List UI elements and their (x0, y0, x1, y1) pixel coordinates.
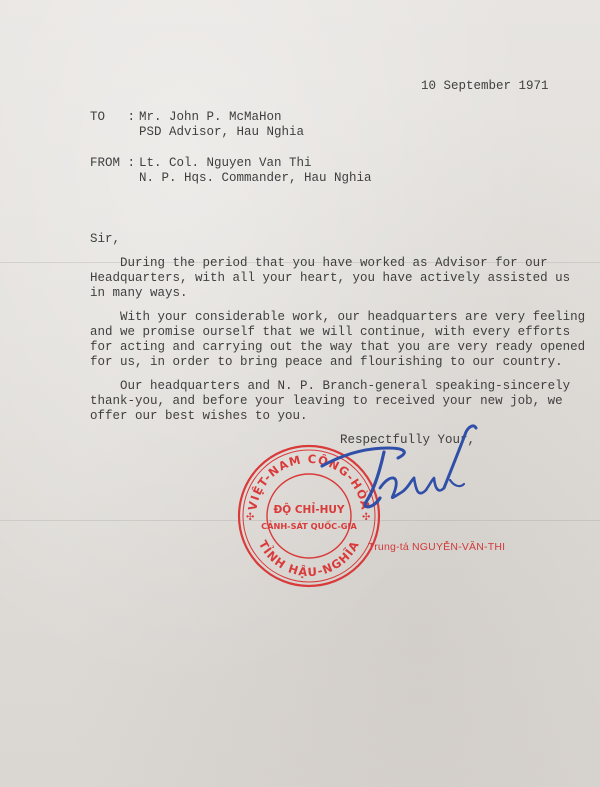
body-line: Headquarters, with all your heart, you have actively assisted us (90, 271, 571, 285)
sender-title: N. P. Hqs. Commander, Hau Nghia (139, 171, 372, 185)
svg-text:✣: ✣ (246, 512, 255, 523)
to-label: TO : (90, 110, 136, 124)
svg-text:ĐỘ CHỈ-HUY: ĐỘ CHỈ-HUY (273, 504, 345, 516)
signatory-printed-name: Trung-tá NGUYỄN-VĂN-THI (368, 541, 506, 553)
body-line: for us, in order to bring peace and flourishing to our country. (90, 355, 563, 369)
body-line: With your considerable work, our headquarters are very feeling (90, 310, 586, 324)
recipient-name: Mr. John P. McMaHon (139, 110, 282, 124)
salutation: Sir, (90, 232, 121, 246)
sender-name: Lt. Col. Nguyen Van Thi (139, 156, 312, 170)
svg-text:TỈNH HẬU-NGHĨA: TỈNH HẬU-NGHĨA (255, 537, 363, 580)
body-line: for acting and carrying out the way that you are very ready opened (90, 340, 586, 354)
body-line: During the period that you have worked as Advisor for our (90, 256, 548, 270)
body-line: in many ways. (90, 286, 188, 300)
body-line: offer our best wishes to you. (90, 409, 308, 423)
body-line: Our headquarters and N. P. Branch-general speaking-sincerely (90, 379, 571, 393)
svg-text:VIỆT-NAM CỘNG-HÒA: VIỆT-NAM CỘNG-HÒA (245, 451, 373, 512)
handwritten-signature (314, 418, 486, 528)
from-label: FROM : (90, 156, 136, 170)
letter-date: 10 September 1971 (421, 79, 549, 93)
body-line: and we promise ourself that we will continue, with every efforts (90, 325, 571, 339)
recipient-title: PSD Advisor, Hau Nghia (139, 125, 305, 139)
closing: Respectfully Your, (340, 433, 476, 447)
body-line: thank-you, and before your leaving to received your new job, we (90, 394, 563, 408)
svg-text:CẢNH-SÁT QUỐC-GIA: CẢNH-SÁT QUỐC-GIA (261, 521, 357, 531)
svg-text:✣: ✣ (362, 512, 371, 523)
